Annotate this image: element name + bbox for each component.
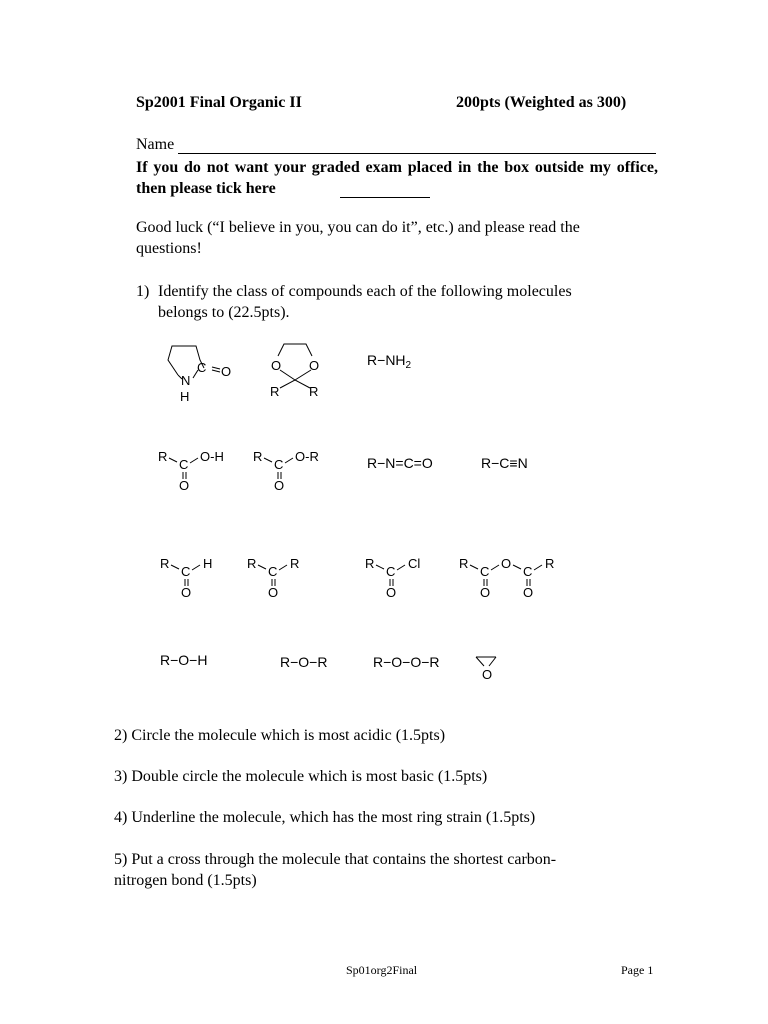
acid-oh: O-H xyxy=(200,449,224,464)
ketal-r2: R xyxy=(309,384,319,399)
ketone-o: O xyxy=(268,585,279,600)
tick-here-line[interactable] xyxy=(340,197,430,198)
epoxide-o: O xyxy=(482,667,493,682)
q1-line2: belongs to (22.5pts). xyxy=(158,304,290,321)
isocyanate-structure: R−N=C=O xyxy=(367,455,433,471)
question-4: 4) Underline the molecule, which has the most ring strain (1.5pts) xyxy=(114,809,536,826)
anhydride-c1: C xyxy=(480,564,490,579)
acyl-chloride-c: C xyxy=(386,564,396,579)
name-label: Name xyxy=(136,136,175,153)
ketal-r1: R xyxy=(270,384,280,399)
aldehyde-h: H xyxy=(203,556,213,571)
box-notice: If you do not want your graded exam placed in the box outside my office, then please tick here xyxy=(136,159,658,197)
footer-filename: Sp01org2Final xyxy=(346,963,418,977)
ester-o: O xyxy=(274,478,285,493)
ketone-r1: R xyxy=(247,556,257,571)
name-field-line[interactable] xyxy=(178,153,656,154)
amine-subscript: 2 xyxy=(405,360,412,371)
amine-nh: NH xyxy=(385,352,406,368)
anhydride-o2: O xyxy=(523,585,534,600)
footer-page-number: Page 1 xyxy=(621,963,654,977)
nitrile-structure: R−C≡N xyxy=(481,455,528,471)
anhydride-o-bridge: O xyxy=(501,556,512,571)
ester-c: C xyxy=(274,457,284,472)
amine-r: R xyxy=(367,352,378,368)
carboxylic-acid-structure xyxy=(158,448,238,494)
acyl-chloride-o: O xyxy=(386,585,397,600)
ether-structure: R−O−R xyxy=(280,654,328,670)
question-2: 2) Circle the molecule which is most acidic (1.5pts) xyxy=(114,727,446,744)
ketal-o1: O xyxy=(271,358,282,373)
peroxide-structure: R−O−O−R xyxy=(373,654,440,670)
amine-structure: $R-NH_2$ xyxy=(367,352,412,371)
epoxide-structure xyxy=(474,654,504,684)
ketal-structure xyxy=(268,340,338,405)
ester-structure xyxy=(253,448,333,494)
exam-points: 200pts (Weighted as 300) xyxy=(456,94,627,111)
acid-r: R xyxy=(158,449,168,464)
question-5-line2: nitrogen bond (1.5pts) xyxy=(114,872,257,889)
aldehyde-o: O xyxy=(181,585,192,600)
question-3: 3) Double circle the molecule which is most basic (1.5pts) xyxy=(114,768,488,785)
anhydride-c2: C xyxy=(523,564,533,579)
anhydride-structure xyxy=(459,555,569,601)
lactam-o: O xyxy=(221,364,232,379)
good-luck-line1: Good luck (“I believe in you, you can do it”, etc.) and please read the xyxy=(136,219,580,236)
q1-line1: Identify the class of compounds each of the following molecules xyxy=(158,283,572,300)
ketal-o2: O xyxy=(309,358,320,373)
ketone-structure xyxy=(247,555,317,601)
question-5: 5) Put a cross through the molecule that contains the shortest carbon- xyxy=(114,851,557,868)
aldehyde-c: C xyxy=(181,564,191,579)
lactam-h: H xyxy=(180,389,190,404)
lactam-structure xyxy=(150,340,240,410)
q1-number: 1) xyxy=(136,283,150,300)
acyl-chloride-structure xyxy=(365,555,435,601)
ester-or: O-R xyxy=(295,449,319,464)
aldehyde-r: R xyxy=(160,556,170,571)
anhydride-r2: R xyxy=(545,556,555,571)
good-luck-line2: questions! xyxy=(136,240,202,257)
alcohol-structure: R−O−H xyxy=(160,652,208,668)
acid-o: O xyxy=(179,478,190,493)
anhydride-o1: O xyxy=(480,585,491,600)
ketone-c: C xyxy=(268,564,278,579)
lactam-c: C xyxy=(197,360,207,375)
ester-r: R xyxy=(253,449,263,464)
acid-c: C xyxy=(179,457,189,472)
acyl-chloride-cl: Cl xyxy=(408,556,421,571)
ketone-r2: R xyxy=(290,556,300,571)
aldehyde-structure xyxy=(160,555,230,601)
anhydride-r1: R xyxy=(459,556,469,571)
lactam-n: N xyxy=(181,373,191,388)
exam-title: Sp2001 Final Organic II xyxy=(136,94,302,111)
acyl-chloride-r: R xyxy=(365,556,375,571)
